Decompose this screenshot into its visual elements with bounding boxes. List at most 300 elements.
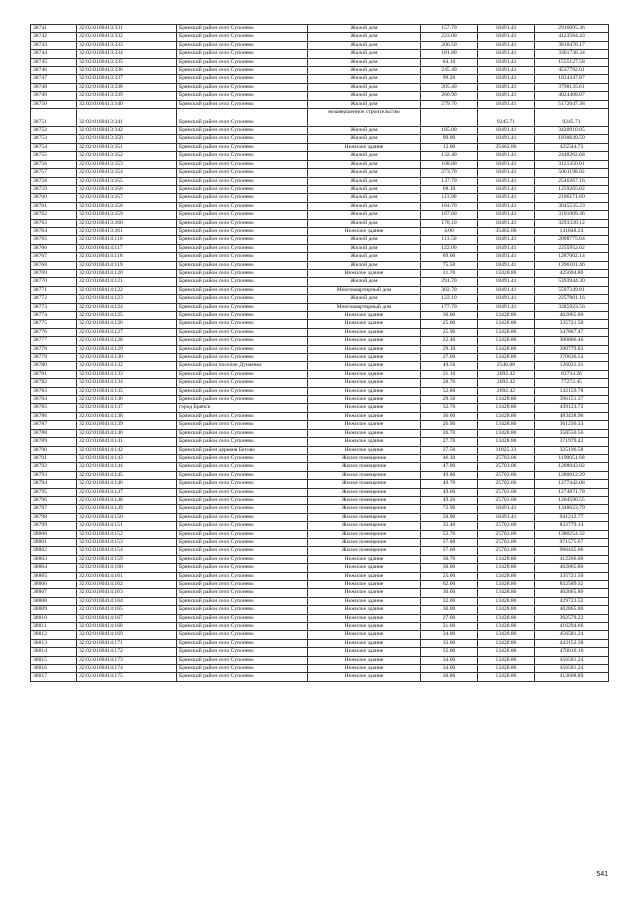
table-row [31, 83, 609, 91]
cell-row-number: 38803 [31, 555, 77, 563]
cell-row-number: 38795 [31, 488, 77, 496]
cell-row-number: 38750 [31, 100, 77, 108]
cell-row-number: 38770 [31, 278, 77, 286]
cell-cadastral-number: 32:02:0160413:332 [77, 33, 177, 41]
cell-cadastral-number: 32:02:0160414:169 [77, 631, 177, 639]
cell-cadastral-value: 1259265.02 [535, 185, 609, 193]
cell-cadastral-value: 3121350.01 [535, 160, 609, 168]
cell-cadastral-value: 5061198.92 [535, 169, 609, 177]
cell-area: 113.50 [421, 236, 478, 244]
table-row [31, 244, 609, 252]
table-row [31, 606, 609, 614]
cell-cadastral-value: 1396101.46 [535, 261, 609, 269]
cell-area: 167.60 [421, 211, 478, 219]
cell-cadastral-number: 32:02:0160414:159 [77, 555, 177, 563]
cell-address: Брянский район село Супонево [177, 639, 308, 647]
table-row [31, 639, 609, 647]
cell-address: Брянский район село Супонево [177, 555, 308, 563]
table-row [31, 303, 609, 311]
cell-specific-value: 18491.41 [478, 33, 535, 41]
cell-cadastral-number: 32:02:0160413:361 [77, 227, 177, 235]
cell-cadastral-value: 1208043.82 [535, 463, 609, 471]
cell-row-number: 38808 [31, 597, 77, 605]
cell-cadastral-number: 32:02:0160413:350 [77, 135, 177, 143]
cell-object-type: Жилое помещение [308, 471, 421, 479]
cell-cadastral-number: 32:02:0160414:172 [77, 648, 177, 656]
cell-object-type: Жилой дом [308, 177, 421, 185]
cell-cadastral-number: 32:02:0160414:143 [77, 454, 177, 462]
cell-cadastral-value: 402865.80 [535, 564, 609, 572]
cell-row-number: 38749 [31, 92, 77, 100]
table-row [31, 623, 609, 631]
cell-address: Брянский район село Супонево [177, 202, 308, 210]
table-row [31, 92, 609, 100]
cell-address: Брянский район село Супонево [177, 25, 308, 33]
cell-address: Брянский район село Супонево [177, 278, 308, 286]
table-row [31, 673, 609, 681]
cell-address: Брянский район село Супонево [177, 92, 308, 100]
cell-cadastral-value: 413608.89 [535, 673, 609, 681]
cell-area: 22.40 [421, 337, 478, 345]
cell-cadastral-value: 325196.58 [535, 446, 609, 454]
cell-address: Брянский район село Супонево [177, 463, 308, 471]
cell-specific-value: 18491.41 [478, 253, 535, 261]
table-row [31, 75, 609, 83]
cell-cadastral-number: 32:02:0160413:340 [77, 100, 177, 108]
cell-area: 26.90 [421, 421, 478, 429]
cell-specific-value: 25703.06 [478, 530, 535, 538]
cell-area: 69.60 [421, 253, 478, 261]
cell-cadastral-number: 32:02:0160413:357 [77, 194, 177, 202]
cell-specific-value: 9245.71 [478, 109, 535, 127]
table-row [31, 219, 609, 227]
cell-object-type: Жилой дом [308, 244, 421, 252]
table-row [31, 320, 609, 328]
cell-row-number: 38748 [31, 83, 77, 91]
cell-specific-value: 25703.06 [478, 488, 535, 496]
cell-area: 29.10 [421, 345, 478, 353]
cell-area: 30.70 [421, 555, 478, 563]
cell-cadastral-number: 32:02:0160414:147 [77, 488, 177, 496]
cell-row-number: 38742 [31, 33, 77, 41]
cell-cadastral-value: 4537792.01 [535, 67, 609, 75]
table-row [31, 370, 609, 378]
cell-row-number: 38790 [31, 446, 77, 454]
cell-row-number: 38812 [31, 631, 77, 639]
cell-cadastral-value: 4123584.43 [535, 33, 609, 41]
cell-area: 30.00 [421, 312, 478, 320]
cell-specific-value: 13428.86 [478, 631, 535, 639]
cell-specific-value: 11825.33 [478, 446, 535, 454]
cell-object-type: Нежилое здание [308, 597, 421, 605]
table-row [31, 404, 609, 412]
cell-object-type: Жилой дом [308, 202, 421, 210]
cell-area: 113.90 [421, 194, 478, 202]
cell-address: Брянский район село Супонево [177, 564, 308, 572]
table-row [31, 505, 609, 513]
cell-object-type: Жилой дом [308, 236, 421, 244]
cell-address: Брянский район село Супонево [177, 185, 308, 193]
cell-area [421, 109, 478, 127]
cell-object-type: Нежилое здание [308, 564, 421, 572]
cell-cadastral-number: 32:02:0160414:127 [77, 328, 177, 336]
cell-cadastral-number: 32:02:0160414:140 [77, 429, 177, 437]
cell-object-type: Жилой дом [308, 194, 421, 202]
cell-address: Брянский район село Супонево [177, 379, 308, 387]
cell-area: 31.00 [421, 623, 478, 631]
cell-address: Брянский район село Супонево [177, 194, 308, 202]
cell-specific-value: 18491.41 [478, 152, 535, 160]
cell-cadastral-number: 32:02:0160414:162 [77, 581, 177, 589]
cell-cadastral-value: 77272.45 [535, 379, 609, 387]
cell-area: 49.80 [421, 471, 478, 479]
cell-area: 99.20 [421, 75, 478, 83]
cell-cadastral-number: 32:02:0160414:150 [77, 513, 177, 521]
table-row [31, 665, 609, 673]
cell-specific-value: 18491.41 [478, 303, 535, 311]
table-row [31, 581, 609, 589]
cell-specific-value: 18491.41 [478, 219, 535, 227]
table-row [31, 438, 609, 446]
cell-cadastral-number: 32:02:0160413:331 [77, 25, 177, 33]
cell-row-number: 38793 [31, 471, 77, 479]
table-row [31, 648, 609, 656]
cell-area: 47.00 [421, 463, 478, 471]
table-row [31, 471, 609, 479]
cell-object-type: Жилое помещение [308, 538, 421, 546]
cell-object-type: Жилой дом [308, 41, 421, 49]
cell-row-number: 38788 [31, 429, 77, 437]
cell-cadastral-value: 2106171.60 [535, 194, 609, 202]
cell-cadastral-value: 2448262.68 [535, 152, 609, 160]
cell-specific-value: 18491.41 [478, 160, 535, 168]
cell-address: Брянский район село Супонево [177, 177, 308, 185]
cell-row-number: 38813 [31, 639, 77, 647]
cell-row-number: 38781 [31, 370, 77, 378]
cell-cadastral-number: 32:02:0160414:161 [77, 572, 177, 580]
cell-cadastral-number: 32:02:0160413:339 [77, 92, 177, 100]
cell-specific-value: 13428.86 [478, 597, 535, 605]
cell-specific-value: 18491.41 [478, 211, 535, 219]
cell-row-number: 38791 [31, 454, 77, 462]
cell-address: Брянский район село Супонево [177, 572, 308, 580]
cell-specific-value: 18491.41 [478, 83, 535, 91]
cell-area: 36.00 [421, 412, 478, 420]
cell-object-type: Нежилое здание [308, 328, 421, 336]
cell-cadastral-value: 470010.10 [535, 648, 609, 656]
cell-row-number: 38756 [31, 160, 77, 168]
cell-address: Брянский район село Супонево [177, 227, 308, 235]
cell-area: 181.80 [421, 50, 478, 58]
cell-cadastral-number: 32:02:0160413:356 [77, 185, 177, 193]
cell-cadastral-number: 32:02:0160414:151 [77, 522, 177, 530]
cell-object-type: Жилой дом [308, 219, 421, 227]
cell-object-type: Нежилое здание [308, 412, 421, 420]
cell-address: Брянский район село Супонево [177, 387, 308, 395]
cell-specific-value: 18491.41 [478, 244, 535, 252]
cell-specific-value: 13428.86 [478, 648, 535, 656]
cell-address: Брянский район село Супонево [177, 522, 308, 530]
cell-specific-value: 25703.06 [478, 496, 535, 504]
cell-cadastral-value: 832589.32 [535, 581, 609, 589]
cell-cadastral-number: 32:02:0160413:335 [77, 58, 177, 66]
cell-cadastral-number: 32:02:0160414:134 [77, 379, 177, 387]
cell-row-number: 38810 [31, 614, 77, 622]
cell-row-number: 38776 [31, 328, 77, 336]
cell-cadastral-number: 32:02:0160414:165 [77, 606, 177, 614]
cell-cadastral-value: 335721.50 [535, 320, 609, 328]
cell-area: 32.40 [421, 522, 478, 530]
cell-object-type: Жилой дом [308, 295, 421, 303]
cell-specific-value: 13428.86 [478, 396, 535, 404]
cell-address: Брянский район село Супонево [177, 530, 308, 538]
cell-row-number: 38769 [31, 269, 77, 277]
cell-object-type: Нежилое здание [308, 362, 421, 370]
cell-row-number: 38765 [31, 236, 77, 244]
table-row [31, 396, 609, 404]
table-row [31, 261, 609, 269]
cell-specific-value: 18491.41 [478, 286, 535, 294]
cell-area: 34.00 [421, 631, 478, 639]
cell-object-type: Нежилое здание [308, 337, 421, 345]
cell-area: 122.10 [421, 295, 478, 303]
cell-object-type: Жилой дом [308, 185, 421, 193]
cell-address: Брянский район село Супонево [177, 328, 308, 336]
cell-address: Брянский район село Супонево [177, 135, 308, 143]
cell-object-type: Нежилое здание [308, 555, 421, 563]
cell-object-type: Нежилое здание [308, 639, 421, 647]
cell-area: 291.70 [421, 278, 478, 286]
cell-address: Брянский район село Супонево [177, 109, 308, 127]
cell-cadastral-value: 83734.26 [535, 370, 609, 378]
cell-specific-value: 18491.41 [478, 75, 535, 83]
cell-address: Брянский район село Супонево [177, 219, 308, 227]
cell-row-number: 38780 [31, 362, 77, 370]
cell-object-type: Жилой дом [308, 211, 421, 219]
cell-address: Брянский район село Супонево [177, 429, 308, 437]
cell-object-type: Жилой дом [308, 25, 421, 33]
cell-area: 33.00 [421, 639, 478, 647]
cell-address: Брянский район село Супонево [177, 505, 308, 513]
cell-object-type: Жилое помещение [308, 463, 421, 471]
cell-cadastral-number: 32:02:0160414:129 [77, 345, 177, 353]
cell-cadastral-value: 1190051.68 [535, 454, 609, 462]
cell-address: Брянский район село Супонево [177, 33, 308, 41]
cell-object-type: Жилое помещение [308, 513, 421, 521]
cell-cadastral-value: 358550.56 [535, 429, 609, 437]
cell-address: Брянский район село Супонево [177, 83, 308, 91]
cell-specific-value: 18491.41 [478, 135, 535, 143]
cell-cadastral-value: 370636.54 [535, 354, 609, 362]
cell-address: Брянский район село Супонево [177, 312, 308, 320]
cell-object-type: Жилое помещение [308, 530, 421, 538]
cell-cadastral-value: 425694.86 [535, 269, 609, 277]
cell-area: 99.00 [421, 135, 478, 143]
table-row [31, 488, 609, 496]
cell-row-number: 38784 [31, 396, 77, 404]
cell-row-number: 38757 [31, 169, 77, 177]
cell-address: Брянский район село Супонево [177, 614, 308, 622]
cell-cadastral-value: 1348023.79 [535, 505, 609, 513]
cell-cadastral-number: 32:02:0160414:137 [77, 404, 177, 412]
cell-cadastral-number: 32:02:0160414:164 [77, 597, 177, 605]
cell-object-type: Жилой дом [308, 152, 421, 160]
cell-cadastral-number: 32:02:0160414:120 [77, 269, 177, 277]
cell-area: 25.90 [421, 328, 478, 336]
cell-object-type: Нежилое здание [308, 429, 421, 437]
cell-address: Брянский район село Супонево [177, 547, 308, 555]
cell-address: Брянский район село Супонево [177, 160, 308, 168]
cell-cadastral-number: 32:02:0160413:352 [77, 152, 177, 160]
cell-specific-value: 2546.08 [478, 362, 535, 370]
cell-row-number: 38799 [31, 522, 77, 530]
cell-row-number: 38768 [31, 261, 77, 269]
cell-specific-value: 18491.41 [478, 58, 535, 66]
table-row [31, 354, 609, 362]
cell-address: Брянский район село Супонево [177, 412, 308, 420]
cell-address: Брянский район село Супонево [177, 244, 308, 252]
cell-object-type: Жилой дом [308, 58, 421, 66]
cell-object-type: Нежилое здание [308, 572, 421, 580]
cell-specific-value: 13428.86 [478, 438, 535, 446]
cell-specific-value: 18491.41 [478, 177, 535, 185]
table-row [31, 100, 609, 108]
cell-object-type: Жилое помещение [308, 480, 421, 488]
cell-area: 32.00 [421, 597, 478, 605]
cell-row-number: 38804 [31, 564, 77, 572]
cell-cadastral-value: 832779.14 [535, 522, 609, 530]
cell-area: 273.70 [421, 169, 478, 177]
cell-address: Брянский район село Супонево [177, 496, 308, 504]
cell-address: Брянский район село Супонево [177, 295, 308, 303]
cell-area: 25.00 [421, 572, 478, 580]
cell-area: 206.50 [421, 41, 478, 49]
cell-specific-value: 13428.86 [478, 639, 535, 647]
cell-row-number: 38785 [31, 404, 77, 412]
table-row [31, 513, 609, 521]
cell-specific-value: 13428.86 [478, 581, 535, 589]
table-row [31, 295, 609, 303]
cell-object-type: Жилой дом [308, 278, 421, 286]
cell-row-number: 38775 [31, 320, 77, 328]
cell-row-number: 38787 [31, 421, 77, 429]
cell-specific-value: 2692.42 [478, 370, 535, 378]
cell-cadastral-value: 971575.67 [535, 538, 609, 546]
cell-specific-value: 18491.41 [478, 41, 535, 49]
cell-specific-value: 13428.86 [478, 429, 535, 437]
cell-cadastral-value: 142159.78 [535, 387, 609, 395]
cell-cadastral-number: 32:02:0160414:174 [77, 665, 177, 673]
cell-row-number: 38814 [31, 648, 77, 656]
cell-object-type: Жилое помещение [308, 454, 421, 462]
cell-row-number: 38762 [31, 211, 77, 219]
cell-specific-value: 18491.41 [478, 194, 535, 202]
table-row [31, 421, 609, 429]
table-row [31, 463, 609, 471]
cell-area: 260.90 [421, 92, 478, 100]
cell-cadastral-value: 396151.37 [535, 396, 609, 404]
table-row [31, 345, 609, 353]
cell-object-type: Нежилое здание [308, 581, 421, 589]
cell-cadastral-value: 1287002.14 [535, 253, 609, 261]
cell-area: 164.70 [421, 202, 478, 210]
cell-row-number: 38755 [31, 152, 77, 160]
table-row [31, 597, 609, 605]
cell-object-type: Нежилое здание [308, 387, 421, 395]
table-row [31, 177, 609, 185]
cell-specific-value: 18491.41 [478, 169, 535, 177]
cell-object-type: Нежилое здание [308, 269, 421, 277]
cell-address: Брянский район село Супонево [177, 337, 308, 345]
cell-cadastral-value: 941212.77 [535, 513, 609, 521]
cell-cadastral-number: 32:02:0160414:136 [77, 396, 177, 404]
table-row [31, 33, 609, 41]
cell-specific-value: 18491.41 [478, 202, 535, 210]
cell-area: 49.70 [421, 480, 478, 488]
cell-object-type: Нежилое здание [308, 354, 421, 362]
cell-object-type: Нежилое здание [308, 623, 421, 631]
table-row [31, 454, 609, 462]
cell-cadastral-value: 1834347.87 [535, 75, 609, 83]
cell-object-type: Нежилое здание [308, 404, 421, 412]
cell-cadastral-value: 1380254.32 [535, 530, 609, 538]
cell-address: Брянский район село Супонево [177, 354, 308, 362]
cell-row-number: 38779 [31, 354, 77, 362]
cell-address: Брянский район село Супонево [177, 454, 308, 462]
cell-object-type: Нежилое здание [308, 446, 421, 454]
cell-address: Брянский район село Супонево [177, 673, 308, 681]
cell-cadastral-number: 32:02:0160413:358 [77, 202, 177, 210]
table-row [31, 496, 609, 504]
cell-address: Брянский район село Супонево [177, 597, 308, 605]
cell-area: 46.30 [421, 454, 478, 462]
cell-cadastral-value: 2916095.36 [535, 25, 609, 33]
cell-object-type: Жилой дом [308, 50, 421, 58]
cell-address: город Брянск [177, 404, 308, 412]
table-body [31, 25, 609, 682]
cell-area: 205.40 [421, 83, 478, 91]
cell-area: 84.10 [421, 58, 478, 66]
cell-area: 185.00 [421, 127, 478, 135]
cell-address: Брянский район село Супонево [177, 480, 308, 488]
table-row [31, 269, 609, 277]
cell-address: Брянский район село Супонево [177, 396, 308, 404]
cell-cadastral-value: 429723.52 [535, 597, 609, 605]
cell-specific-value: 18491.41 [478, 513, 535, 521]
cell-cadastral-value: 361236.33 [535, 421, 609, 429]
cell-object-type: Нежилое здание [308, 665, 421, 673]
cell-cadastral-number: 32:02:0160413:336 [77, 67, 177, 75]
cell-cadastral-number: 32:02:0160413:351 [77, 143, 177, 151]
table-row [31, 387, 609, 395]
cell-row-number: 38759 [31, 185, 77, 193]
cell-area: 157.70 [421, 25, 478, 33]
table-row [31, 555, 609, 563]
table-row [31, 152, 609, 160]
cell-address: Брянский район село Супонево [177, 75, 308, 83]
cell-specific-value: 13428.86 [478, 337, 535, 345]
cell-area: 37.80 [421, 538, 478, 546]
cell-area: 25.00 [421, 320, 478, 328]
cell-row-number: 38789 [31, 438, 77, 446]
cell-address: Брянский район село Супонево [177, 261, 308, 269]
cell-cadastral-value: 3293320.12 [535, 219, 609, 227]
cell-address: Брянский район село Супонево [177, 269, 308, 277]
cell-cadastral-value: 402865.80 [535, 606, 609, 614]
cell-address: Брянский район село Супонево [177, 606, 308, 614]
cell-address: Брянский район село Супонево [177, 320, 308, 328]
cell-address: Брянский район село Супонево [177, 421, 308, 429]
